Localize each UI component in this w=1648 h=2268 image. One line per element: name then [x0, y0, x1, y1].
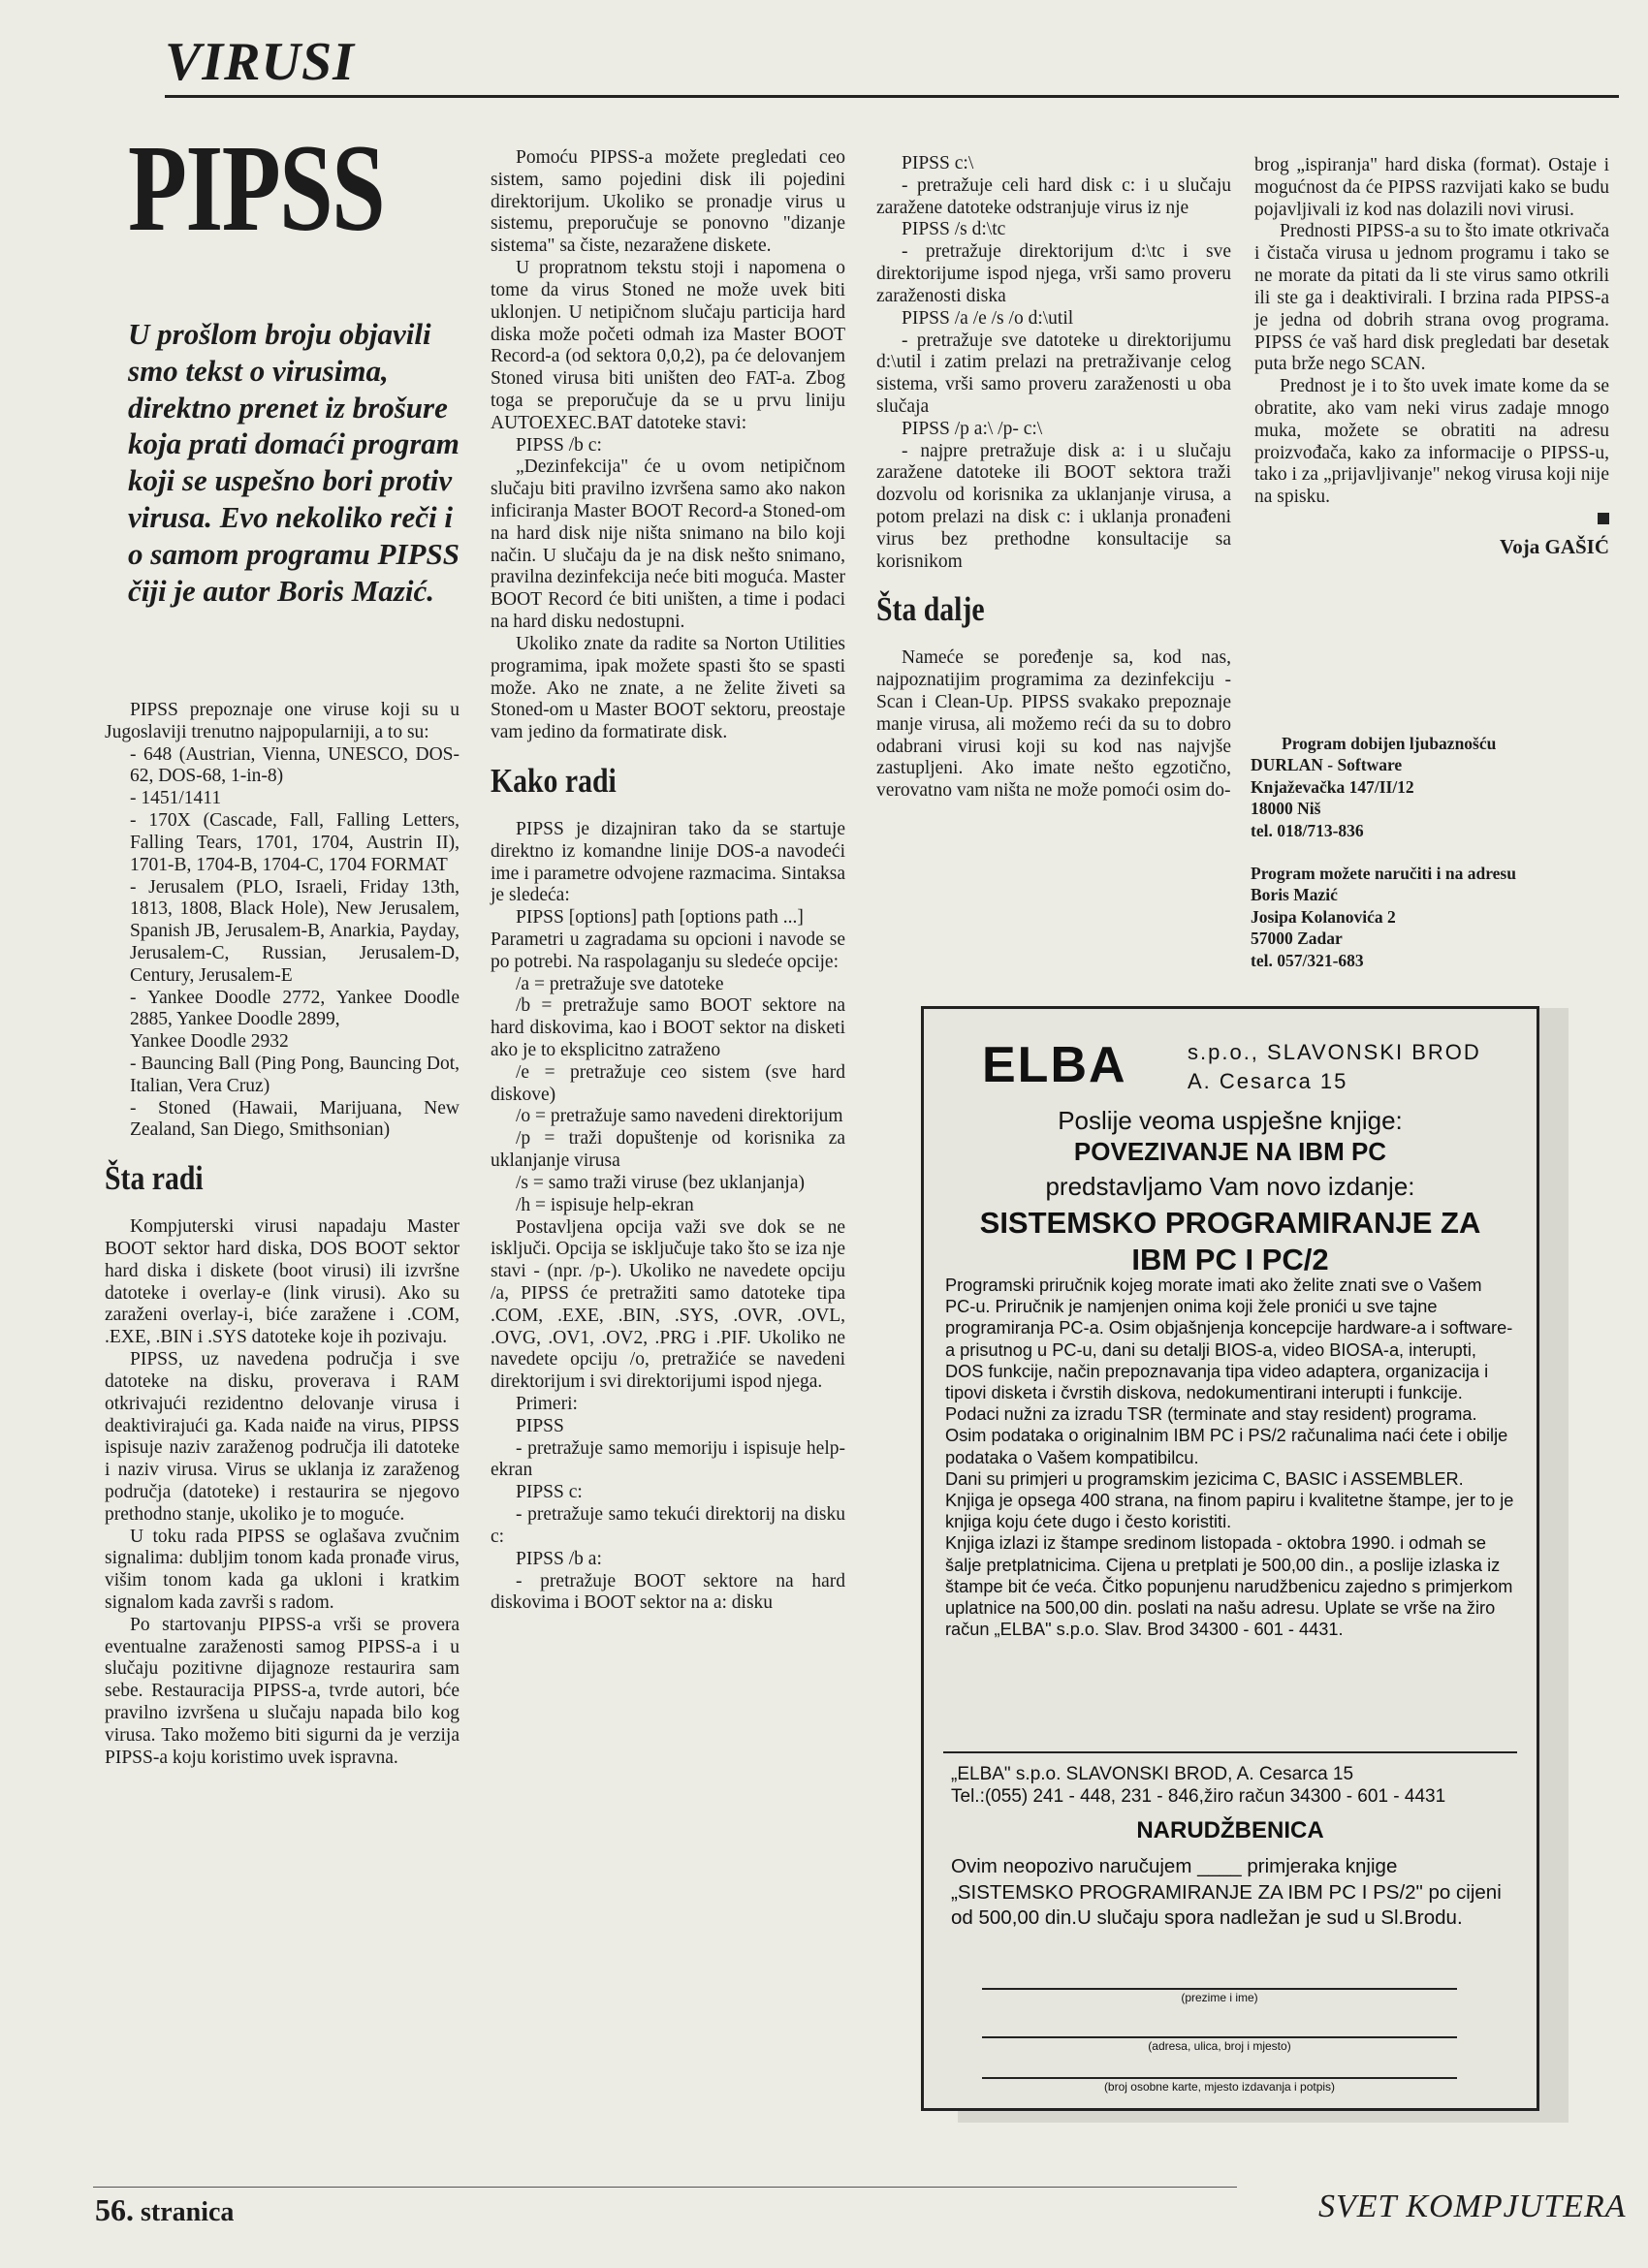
example-command: PIPSS: [516, 1415, 564, 1436]
address-field-label: (adresa, ulica, broj i mjesto): [1148, 2039, 1291, 2053]
paragraph: „Dezinfekcija" će u ovom netipičnom slučaju biti pravilno izvršena samo ako nakon inficiranja Master BOOT Record-a Stoned-om na hard disk nije ništa snimano na bilo koji način. U slučaju da je na disk nešto snimano, pravilna dezinfekcija neće biti moguća. Master BOOT Record će biti uništen, a time i podaci na hard disku nedostupni.: [491, 457, 846, 633]
order-address-block: [1251, 863, 1609, 971]
id-signature-field-label: (broj osobne karte, mjesto izdavanja i potpis): [1103, 2080, 1336, 2094]
example-command: PIPSS /p a:\ /p- c:\: [902, 418, 1043, 439]
order-form-divider: [943, 1751, 1517, 1753]
header-rule: [165, 95, 1619, 98]
paragraph: Prednosti PIPSS-a su to što imate otkrivača i čistača virusa u jednom programu i tako se ne morate da pitati da li ste virus samo otkrili ili ste ga i deaktivirali. I brzina rada PIPSS-a je jedna od dobrih strana ovog programa. PIPSS će vaš hard disk pregledati bar desetak puta brže nego SCAN.: [1254, 221, 1609, 375]
company-line: s.p.o., SLAVONSKI BROD: [1188, 1040, 1481, 1064]
virus-list-item: Yankee Doodle 2932: [130, 1031, 289, 1053]
section-heading: Šta dalje: [876, 590, 985, 629]
order-address-line: Tel.:(055) 241 - 448, 231 - 846,žiro račun 34300 - 601 - 4431: [951, 1786, 1446, 1808]
contact-line: Knjaževačka 147/II/12: [1251, 776, 1414, 797]
name-field-label: (prezime i ime): [1181, 1991, 1258, 2004]
example-description: - najpre pretražuje disk a: i u slučaju zaražene datoteke ili BOOT sektora traži dozvolu od korisnika za uklanjanje virusa, a potom prelazi na disk c: i uklanja pronađeni virus bez prethodne konsultacije sa korisnikom: [876, 440, 1231, 572]
ad-previous-book: POVEZIVANJE NA IBM PC: [1073, 1137, 1387, 1166]
virus-list-item: - Stoned (Hawaii, Marijuana, New Zealand, San Diego, Smithsonian): [130, 1097, 460, 1141]
column-4: [1254, 155, 1609, 558]
elba-logo: ELBA: [982, 1037, 1127, 1093]
example-description: - pretražuje sve datoteke u direktorijumu d:\util i zatim prelazi na pretraživanje celog sistema, vrši samo proveru zaraženosti u oba slučaja: [876, 330, 1231, 417]
ad-paragraph: Dani su primjeri u programskim jezicima C, BASIC i ASSEMBLER.: [945, 1468, 1464, 1489]
order-address-line: „ELBA" s.p.o. SLAVONSKI BROD, A. Cesarca 15: [951, 1764, 1354, 1784]
example-description: - pretražuje samo memoriju i ispisuje help-ekran: [491, 1437, 845, 1481]
command-line: PIPSS /b c:: [516, 434, 602, 456]
ad-body: [945, 1275, 1515, 1640]
virus-list-item: - Jerusalem (PLO, Israeli, Friday 13th, 1813, 1808, Black Hole), New Jerusalem, Spanish JB, Jerusalem-B, Anarkia, Payday, Jerusalem-C, Russian, Jerusalem-D, Century, Jerusalem-E: [130, 876, 460, 986]
page-number: [95, 2192, 234, 2228]
contact-line: 57000 Zadar: [1251, 929, 1343, 949]
page-word: stranica: [141, 2197, 235, 2227]
syntax-line: PIPSS [options] path [options path ...]: [516, 907, 804, 929]
option-item: /h = ispisuje help-ekran: [516, 1194, 694, 1215]
author-signature: Voja GAŠIĆ: [1500, 534, 1609, 558]
name-field-line[interactable]: [982, 1988, 1457, 1990]
virus-list-item: - Bauncing Ball (Ping Pong, Bauncing Dot, Italian, Vera Cruz): [130, 1054, 460, 1096]
order-form-text: Ovim neopozivo naručujem ____ primjeraka knjige „SISTEMSKO PROGRAMIRANJE ZA IBM PC I PS/2" po cijeni od 500,00 din.U slučaju spora nadležan je sud u Sl.Brodu.: [951, 1855, 1502, 1930]
option-item: /p = traži dopuštenje od korisnika za uklanjanje virusa: [491, 1128, 845, 1172]
end-mark-icon: [1598, 513, 1609, 524]
paragraph: Po startovanju PIPSS-a vrši se provera eventualne zaraženosti samog PIPSS-a i u slučaju pozitivne dijagnoze restaurira sam sebe. Restauracija PIPSS-a, tvrde autori, bće pravilno izvršena u slučaju napada bilo kog virusa. Tako možemo biti sigurni da je verzija PIPSS-a koju koristimo uvek ispravna.: [105, 1614, 460, 1768]
section-heading: Šta radi: [105, 1159, 204, 1198]
paragraph: Pomoću PIPSS-a možete pregledati ceo sistem, samo pojedini disk ili pojedini direktorijum. Ukoliko se pronadje virus u sistemu, preporučuje se ponovno "dizanje sistema" sa čiste, nezaražene diskete.: [491, 147, 845, 257]
example-description: - pretražuje direktorijum d:\tc i sve direktorijume ispod njega, vrši samo proveru zaraženosti diska: [876, 241, 1231, 306]
order-form-address: [951, 1763, 1519, 1808]
book-title-line: SISTEMSKO PROGRAMIRANJE ZA: [979, 1206, 1481, 1240]
paragraph: PIPSS, uz navedena područja i sve datoteke na disku, proverava i RAM otkrivajući rezidentno delovanje virusa i deaktivirajući ga. Kada naiđe na virus, PIPSS ispisuje naziv zaraženog područja ili datoteke i naziv virusa. Virus se uklanja iz zaraženog područja (datoteke) i restaurira se njegovo prethodno stanje, ukoliko je to moguće.: [105, 1349, 460, 1525]
ad-paragraph: Programski priručnik kojeg morate imati ako želite znati sve o Vašem PC-u. Priručnik je namjenjen onima koji žele pronići u sve tajne programiranja PC-a. Osim objašnjenja koncepcije hardware-a i software-a prisutnog u PC-u, dani su detalji BIOS-a, video BIOSA-a, interupti, DOS funkcije, način prepoznavanja tipa video adaptera, organizacija i tipovi disketa i čvrstih diskova, nedokumentirani interupti i funkcije. Podaci nužni za izradu TSR (terminate and stay resident) programa.: [945, 1276, 1513, 1425]
option-item: /s = samo traži viruse (bez uklanjanja): [516, 1172, 805, 1193]
paragraph: brog „ispiranja" hard diska (format). Ostaje i mogućnost da će PIPSS razvijati kako se budu pojavljivali iz kod nas dolazili novi virusi.: [1254, 155, 1609, 220]
paragraph: Ukoliko znate da radite sa Norton Utilities programima, ipak možete spasti što se spasti može. Ako ne znate, a ne želite živeti sa Stoned-om u Master BOOT sektoru, preostaje vam jedino da formatirate disk.: [491, 633, 845, 743]
ad-company: [1188, 1038, 1481, 1095]
example-command: PIPSS c:: [516, 1482, 583, 1503]
paragraph: Prednost je i to što uvek imate kome da se obratite, ako vam neki virus zadaje mnogo muka, možete se obratiti na adresu proizvođača, kako za informacije o PIPSS-u, tako i za „prijavljivanje" nekog virusa koji nije na spisku.: [1254, 376, 1609, 508]
example-command: PIPSS /s d:\tc: [902, 219, 1006, 240]
book-title-line: IBM PC I PC/2: [1131, 1242, 1329, 1276]
section-heading: Kako radi: [491, 761, 617, 800]
id-signature-field-line[interactable]: [982, 2077, 1457, 2079]
contact-line: Josipa Kolanovića 2: [1251, 906, 1396, 927]
ad-line: predstavljamo Vam novo izdanje:: [1045, 1172, 1415, 1201]
virus-list-item: - Yankee Doodle 2772, Yankee Doodle 2885, Yankee Doodle 2899,: [130, 987, 460, 1030]
elba-advertisement: [921, 1006, 1539, 2111]
company-line: A. Cesarca 15: [1188, 1068, 1348, 1093]
virus-list-item: - 170X (Cascade, Fall, Falling Letters, Falling Tears, 1701, 1704, Austrin II), 1701-B, 1704-B, 1704-C, 1704 FORMAT: [130, 810, 460, 875]
contact-info: [1251, 733, 1609, 992]
column-2: [491, 147, 845, 1615]
option-item: /o = pretražuje samo navedeni direktorijum: [516, 1106, 843, 1127]
example-description: - pretražuje samo tekući direktorij na disku c:: [491, 1504, 845, 1547]
order-form-title: NARUDŽBENICA: [1136, 1817, 1324, 1843]
paragraph: U propratnom tekstu stoji i napomena o tome da virus Stoned ne može uvek biti uklonjen. U netipičnom slučaju particija hard diska može početi odmah iza Master BOOT Record-a (od sektora 0,0,2), pa će delovanjem Stoned virusa biti uništen deo FAT-a. Zbog toga se preporučuje da se u prvu liniju AUTOEXEC.BAT datoteke stavi:: [491, 258, 845, 433]
courtesy-block: [1251, 733, 1609, 841]
ad-paragraph: Knjiga izlazi iz štampe sredinom listopada - oktobra 1990. i odmah se šalje pretplatnicima. Cijena u pretplati je 500,00 din., a poslije izlaska iz štampe bit će veća. Čitko popunjenu narudžbenicu zajedno s primjerkom uplatnice na 500,00 din. poslati na našu adresu. Uplate se vrše na žiro račun „ELBA" s.p.o. Slav. Brod 34300 - 601 - 4431.: [945, 1533, 1513, 1640]
article-title: PIPSS: [128, 119, 385, 257]
contact-line: Boris Mazić: [1251, 885, 1338, 905]
address-field-line[interactable]: [982, 2036, 1457, 2038]
example-command: PIPSS /a /e /s /o d:\util: [902, 307, 1074, 329]
footer-rule: [93, 2187, 1237, 2188]
paragraph: Parametri u zagradama su opcioni i navode se po potrebi. Na raspolaganju su sledeće opcije:: [491, 929, 845, 972]
section-label: VIRUSI: [165, 32, 355, 92]
option-item: /b = pretražuje samo BOOT sektore na hard diskovima, kao i BOOT sektor na disketi ako je to eksplicitno zatraženo: [491, 995, 845, 1060]
column-1: [105, 700, 460, 1770]
contact-line: 18000 Niš: [1251, 799, 1321, 819]
courtesy-label: Program dobijen ljubaznošću: [1282, 734, 1497, 753]
ad-paragraph: Knjiga je opsega 400 strana, na finom papiru i kvalitetne štampe, jer to je knjiga koju ćete dugo i često koristiti.: [945, 1491, 1514, 1532]
contact-line: tel. 018/713-836: [1251, 820, 1364, 840]
paragraph: U toku rada PIPSS se oglašava zvučnim signalima: dubljim tonom kada pronađe virus, višim tonom kada ga ukloni i kratkim signalom kada završi s radom.: [105, 1526, 460, 1613]
ad-line: Poslije veoma uspješne knjige:: [1058, 1106, 1403, 1135]
end-mark-row: [1254, 509, 1609, 531]
option-item: /e = pretražuje ceo sistem (sve hard diskove): [491, 1061, 845, 1105]
paragraph: Nameće se poređenje sa, kod nas, najpoznatijim programima za dezinfekciju - Scan i Clean-Up. PIPSS svakako prepoznaje manje virusa, ali možemo reći da su to dobro odabrani virusi koji su kod nas najvjše zastupljeni. Ako imate nešto egzotično, verovatno vam ništa ne može pomoći osim do-: [876, 647, 1231, 802]
order-label: Program možete naručiti i na adresu: [1251, 863, 1516, 883]
paragraph: PIPSS je dizajniran tako da se startuje direktno iz komandne linije DOS-a navodeći ime i parametre odvojene razmacima. Sintaksa je sledeća:: [491, 818, 845, 906]
virus-list-item: - 648 (Austrian, Vienna, UNESCO, DOS-62, DOS-68, 1-in-8): [130, 743, 460, 787]
example-command: PIPSS c:\: [902, 153, 974, 173]
paragraph: Kompjuterski virusi napadaju Master BOOT sektor hard diska, DOS BOOT sektor hard diska i diskete (boot virusi) ili izvršne datoteke i overlay-e (link virusi). Ako su zaraženi overlay-i, biće zaražene i .COM, .EXE, .BIN i .SYS datoteke koje ih pozivaju.: [105, 1216, 460, 1348]
page-number-value: 56.: [95, 2192, 134, 2227]
ad-book-title: [943, 1205, 1517, 1278]
contact-line: tel. 057/321-683: [1251, 950, 1364, 970]
contact-line: DURLAN - Software: [1251, 755, 1403, 775]
lead-paragraph: U prošlom broju objavili smo tekst o virusima, direktno prenet iz brošure koja prati domaći program koji se uspešno bori protiv virusa. Evo nekoliko reči i o samom programu PIPSS čiji je autor Boris Mazić.: [128, 317, 460, 608]
example-command: PIPSS /b a:: [516, 1548, 602, 1569]
publication-name: SVET KOMPJUTERA: [1318, 2189, 1627, 2224]
paragraph: Postavljena opcija važi sve dok se ne isključi. Opcija se isključuje tako što se iza nje stavi - (npr. /p-). Ukoliko ne navedete opciju /a, PIPSS će pretražiti samo datoteke tipa .COM, .EXE, .BIN, .SYS, .OVR, .OVL, .OVG, .OV1, .OV2, .PRG i .PIF. Ukoliko ne navedete opciju /o, pretražiće se navedeni direktorijum i svi direktorijumi ispod njega.: [491, 1216, 845, 1393]
example-description: - pretražuje celi hard disk c: i u slučaju zaražene datoteke odstranjuje virus iz nje: [876, 174, 1231, 218]
paragraph: PIPSS prepoznaje one viruse koji su u Jugoslaviji trenutno najpopularniji, a to su:: [105, 700, 460, 742]
examples-label: Primeri:: [516, 1394, 578, 1414]
ad-paragraph: Osim podataka o originalnim IBM PC i PS/2 računalima naći ćete i obilje podataka o Vašem kompatibilcu.: [945, 1426, 1508, 1467]
virus-list-item: - 1451/1411: [130, 788, 222, 809]
example-description: - pretražuje BOOT sektore na hard diskovima i BOOT sektor na a: disku: [491, 1570, 845, 1614]
column-3: [876, 153, 1231, 803]
option-item: /a = pretražuje sve datoteke: [516, 973, 724, 994]
